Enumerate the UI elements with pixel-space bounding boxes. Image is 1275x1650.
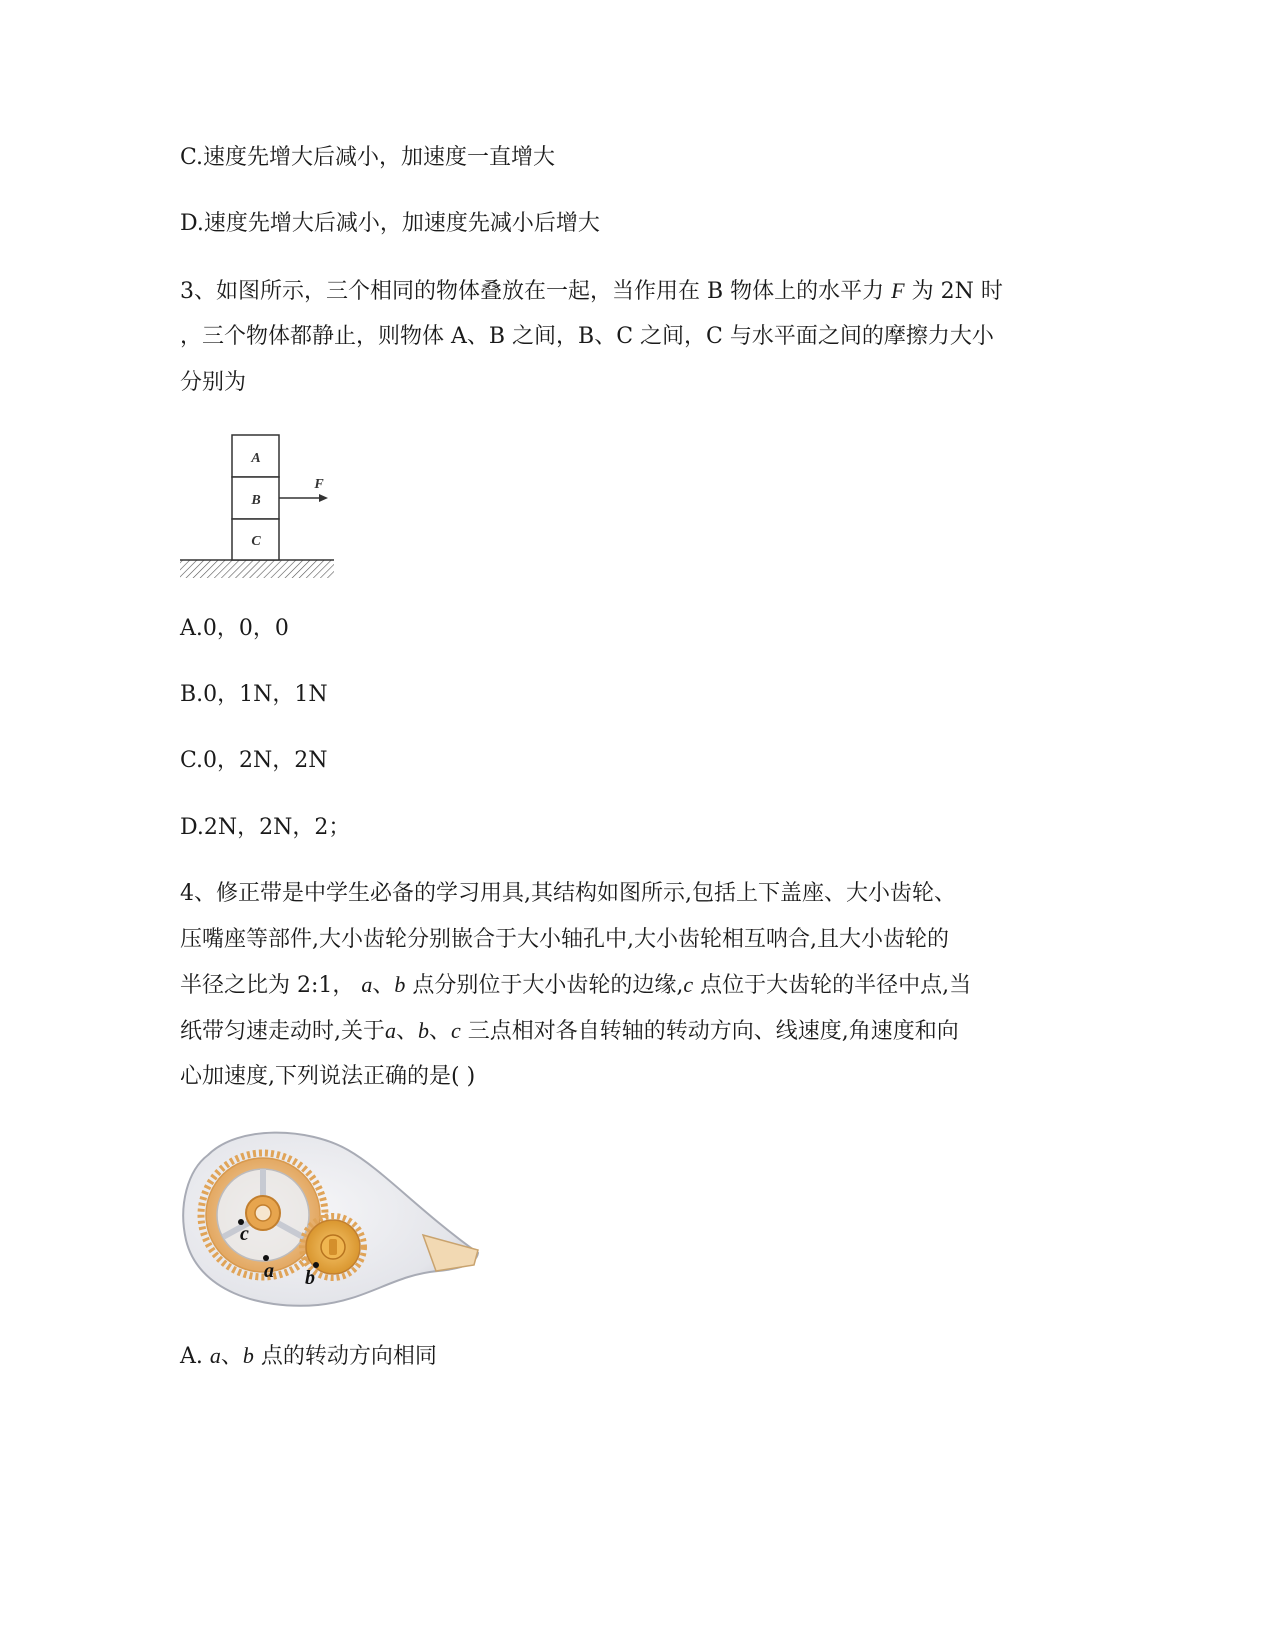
q3-text: 3、如图所示，三个相同的物体叠放在一起，当作用在 B 物体上的水平力	[180, 279, 892, 304]
question-4-line-2: 压嘴座等部件,大小齿轮分别嵌合于大小轴孔中,大小齿轮相互呐合,且大小齿轮的	[180, 927, 949, 952]
q4-var-b: b	[394, 972, 406, 997]
q4-text: 、	[429, 1019, 452, 1044]
block-a-label: A	[251, 451, 261, 466]
question-3-line-3: 分别为	[180, 370, 247, 395]
q4-var-b: b	[418, 1018, 430, 1043]
q4-text: 点分别位于大小齿轮的边缘,	[405, 973, 684, 998]
ground-hatch	[180, 560, 334, 578]
question-4-line-5: 心加速度,下列说法正确的是( )	[180, 1064, 476, 1089]
question-3-line-1	[180, 276, 1003, 307]
q4-var-b: b	[242, 1343, 254, 1368]
q4-var-a: a	[209, 1343, 221, 1368]
q4-text: 半径之比为 2:1，	[180, 973, 362, 998]
q4-text: A.	[180, 1344, 210, 1369]
q4-var-a: a	[385, 1018, 396, 1043]
q4-text: 、	[372, 973, 395, 998]
correction-tape-figure	[178, 1125, 483, 1310]
q4-var-c: c	[451, 1018, 461, 1043]
q4-text: 点位于大齿轮的半径中点,当	[693, 973, 972, 998]
option-2c: C.速度先增大后减小，加速度一直增大	[180, 145, 556, 170]
option-4a	[180, 1341, 437, 1372]
q4-text: 点的转动方向相同	[253, 1344, 437, 1369]
small-gear-slot	[329, 1239, 337, 1255]
label-b: b	[305, 1267, 315, 1289]
label-c: c	[240, 1223, 249, 1245]
question-4-line-4	[180, 1016, 959, 1047]
option-3b: B.0，1N，1N	[180, 682, 328, 707]
block-b-label: B	[251, 493, 261, 508]
option-3d: D.2N，2N，2；	[180, 815, 351, 840]
option-2d: D.速度先增大后减小，加速度先减小后增大	[180, 211, 600, 236]
force-arrowhead	[319, 494, 328, 502]
q4-text: 、	[396, 1019, 419, 1044]
question-3-line-2: ，三个物体都静止，则物体 A、B 之间，B、C 之间，C 与水平面之间的摩擦力大小	[180, 324, 994, 349]
big-gear-axle	[255, 1205, 271, 1221]
q4-text: 三点相对各自转轴的转动方向、线速度,角速度和向	[460, 1019, 959, 1044]
force-label: F	[314, 477, 324, 492]
q4-var-a: a	[361, 972, 373, 997]
option-3c: C.0，2N，2N	[180, 748, 328, 773]
q4-text: 纸带匀速走动时,关于	[180, 1019, 385, 1044]
option-3a: A.0，0，0	[180, 616, 289, 641]
stacked-blocks-figure	[178, 430, 338, 582]
q4-text: 、	[220, 1344, 243, 1369]
label-a: a	[264, 1260, 274, 1282]
q3-force-var: F	[891, 278, 905, 303]
q4-var-c: c	[683, 972, 694, 997]
block-c-label: C	[251, 534, 261, 549]
question-4-line-3	[180, 970, 971, 1001]
question-4-line-1: 4、修正带是中学生必备的学习用具,其结构如图所示,包括上下盖座、大小齿轮、	[180, 881, 956, 906]
q3-text: 为 2N 时	[904, 279, 1003, 304]
